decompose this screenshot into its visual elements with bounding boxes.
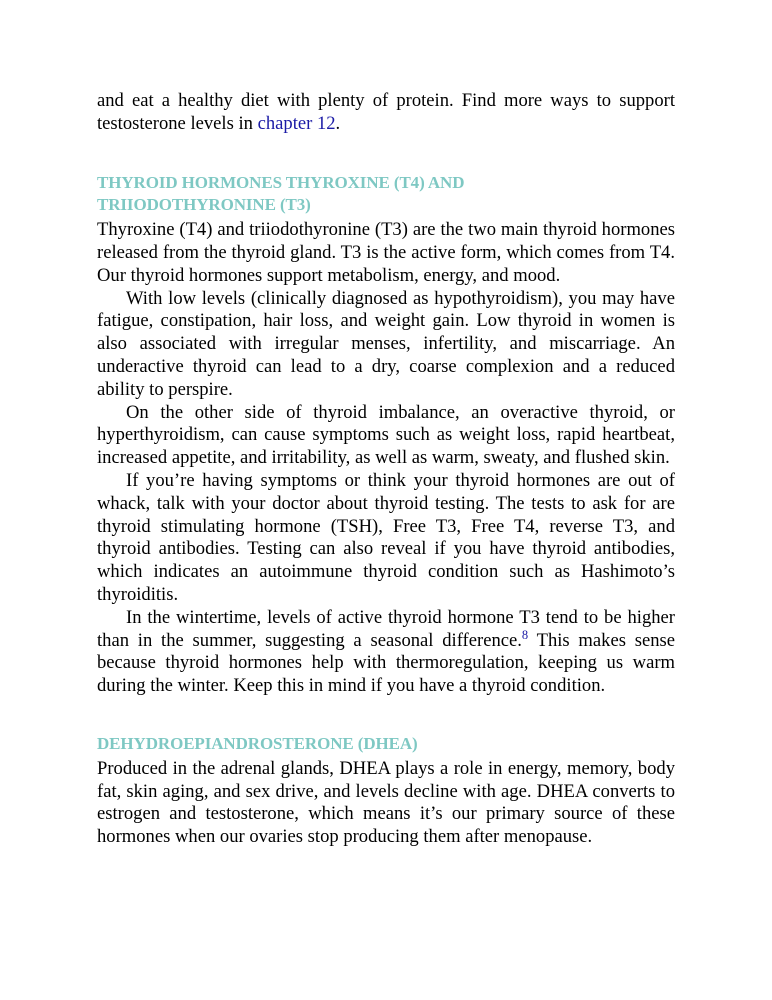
footnote-ref-8[interactable]: 8 [521, 627, 529, 642]
thyroid-paragraph-2: With low levels (clinically diagnosed as hypothyroidism), you may have fatigue, constipation, hair loss, and weight gain. Low thyroid in women is also associated with irregular menses, infertility, and miscarriage. An underactive thyroid can lead to a dry, coarse complexion and a reduced ability to perspire. [97, 287, 675, 400]
dhea-paragraph-1: Produced in the adrenal glands, DHEA plays a role in energy, memory, body fat, skin aging, and sex drive, and levels decline with age. DHEA converts to estrogen and testosterone, which means it’s our primary source of these hormones when our ovaries stop producing them after menopause. [97, 757, 675, 848]
chapter-12-link[interactable]: chapter 12 [257, 112, 336, 134]
intro-text-end: . [335, 112, 341, 134]
dhea-section-heading: DEHYDROEPIANDROSTERONE (DHEA) [97, 733, 418, 753]
intro-text: and eat a healthy diet with plenty of protein. Find more ways to support testosterone levels in [97, 90, 675, 134]
intro-paragraph [97, 90, 675, 136]
thyroid-heading-line2: TRIIODOTHYRONINE (T3) [97, 195, 311, 215]
thyroid-p5-text-end: This makes sense because thyroid hormones help with thermoregulation, keeping us warm during the winter. Keep this in mind if you have a thyroid condition. [97, 629, 675, 697]
thyroid-paragraph-3: On the other side of thyroid imbalance, an overactive thyroid, or hyperthyroidism, can cause symptoms such as weight loss, rapid heartbeat, increased appetite, and irritability, as well as warm, sweaty, and flushed skin. [97, 401, 675, 469]
thyroid-paragraph-5 [97, 607, 675, 698]
thyroid-p5-text: In the wintertime, levels of active thyroid hormone T3 tend to be higher than in the summer, suggesting a seasonal difference. [97, 606, 675, 651]
thyroid-paragraph-1: Thyroxine (T4) and triiodothyronine (T3) are the two main thyroid hormones released from the thyroid gland. T3 is the active form, which comes from T4. Our thyroid hormones support metabolism, energy, and mood. [97, 219, 675, 286]
thyroid-heading-line1: THYROID HORMONES THYROXINE (T4) AND [97, 172, 465, 192]
thyroid-paragraph-4: If you’re having symptoms or think your thyroid hormones are out of whack, talk with your doctor about thyroid testing. The tests to ask for are thyroid stimulating hormone (TSH), Free T3, Free T4, reverse T3, and thyroid antibodies. Testing can also reveal if you have thyroid antibodies, which indicates an autoimmune thyroid condition such as Hashimoto’s thyroiditis. [97, 469, 675, 605]
page-body [97, 90, 675, 849]
thyroid-section-heading [97, 172, 675, 218]
